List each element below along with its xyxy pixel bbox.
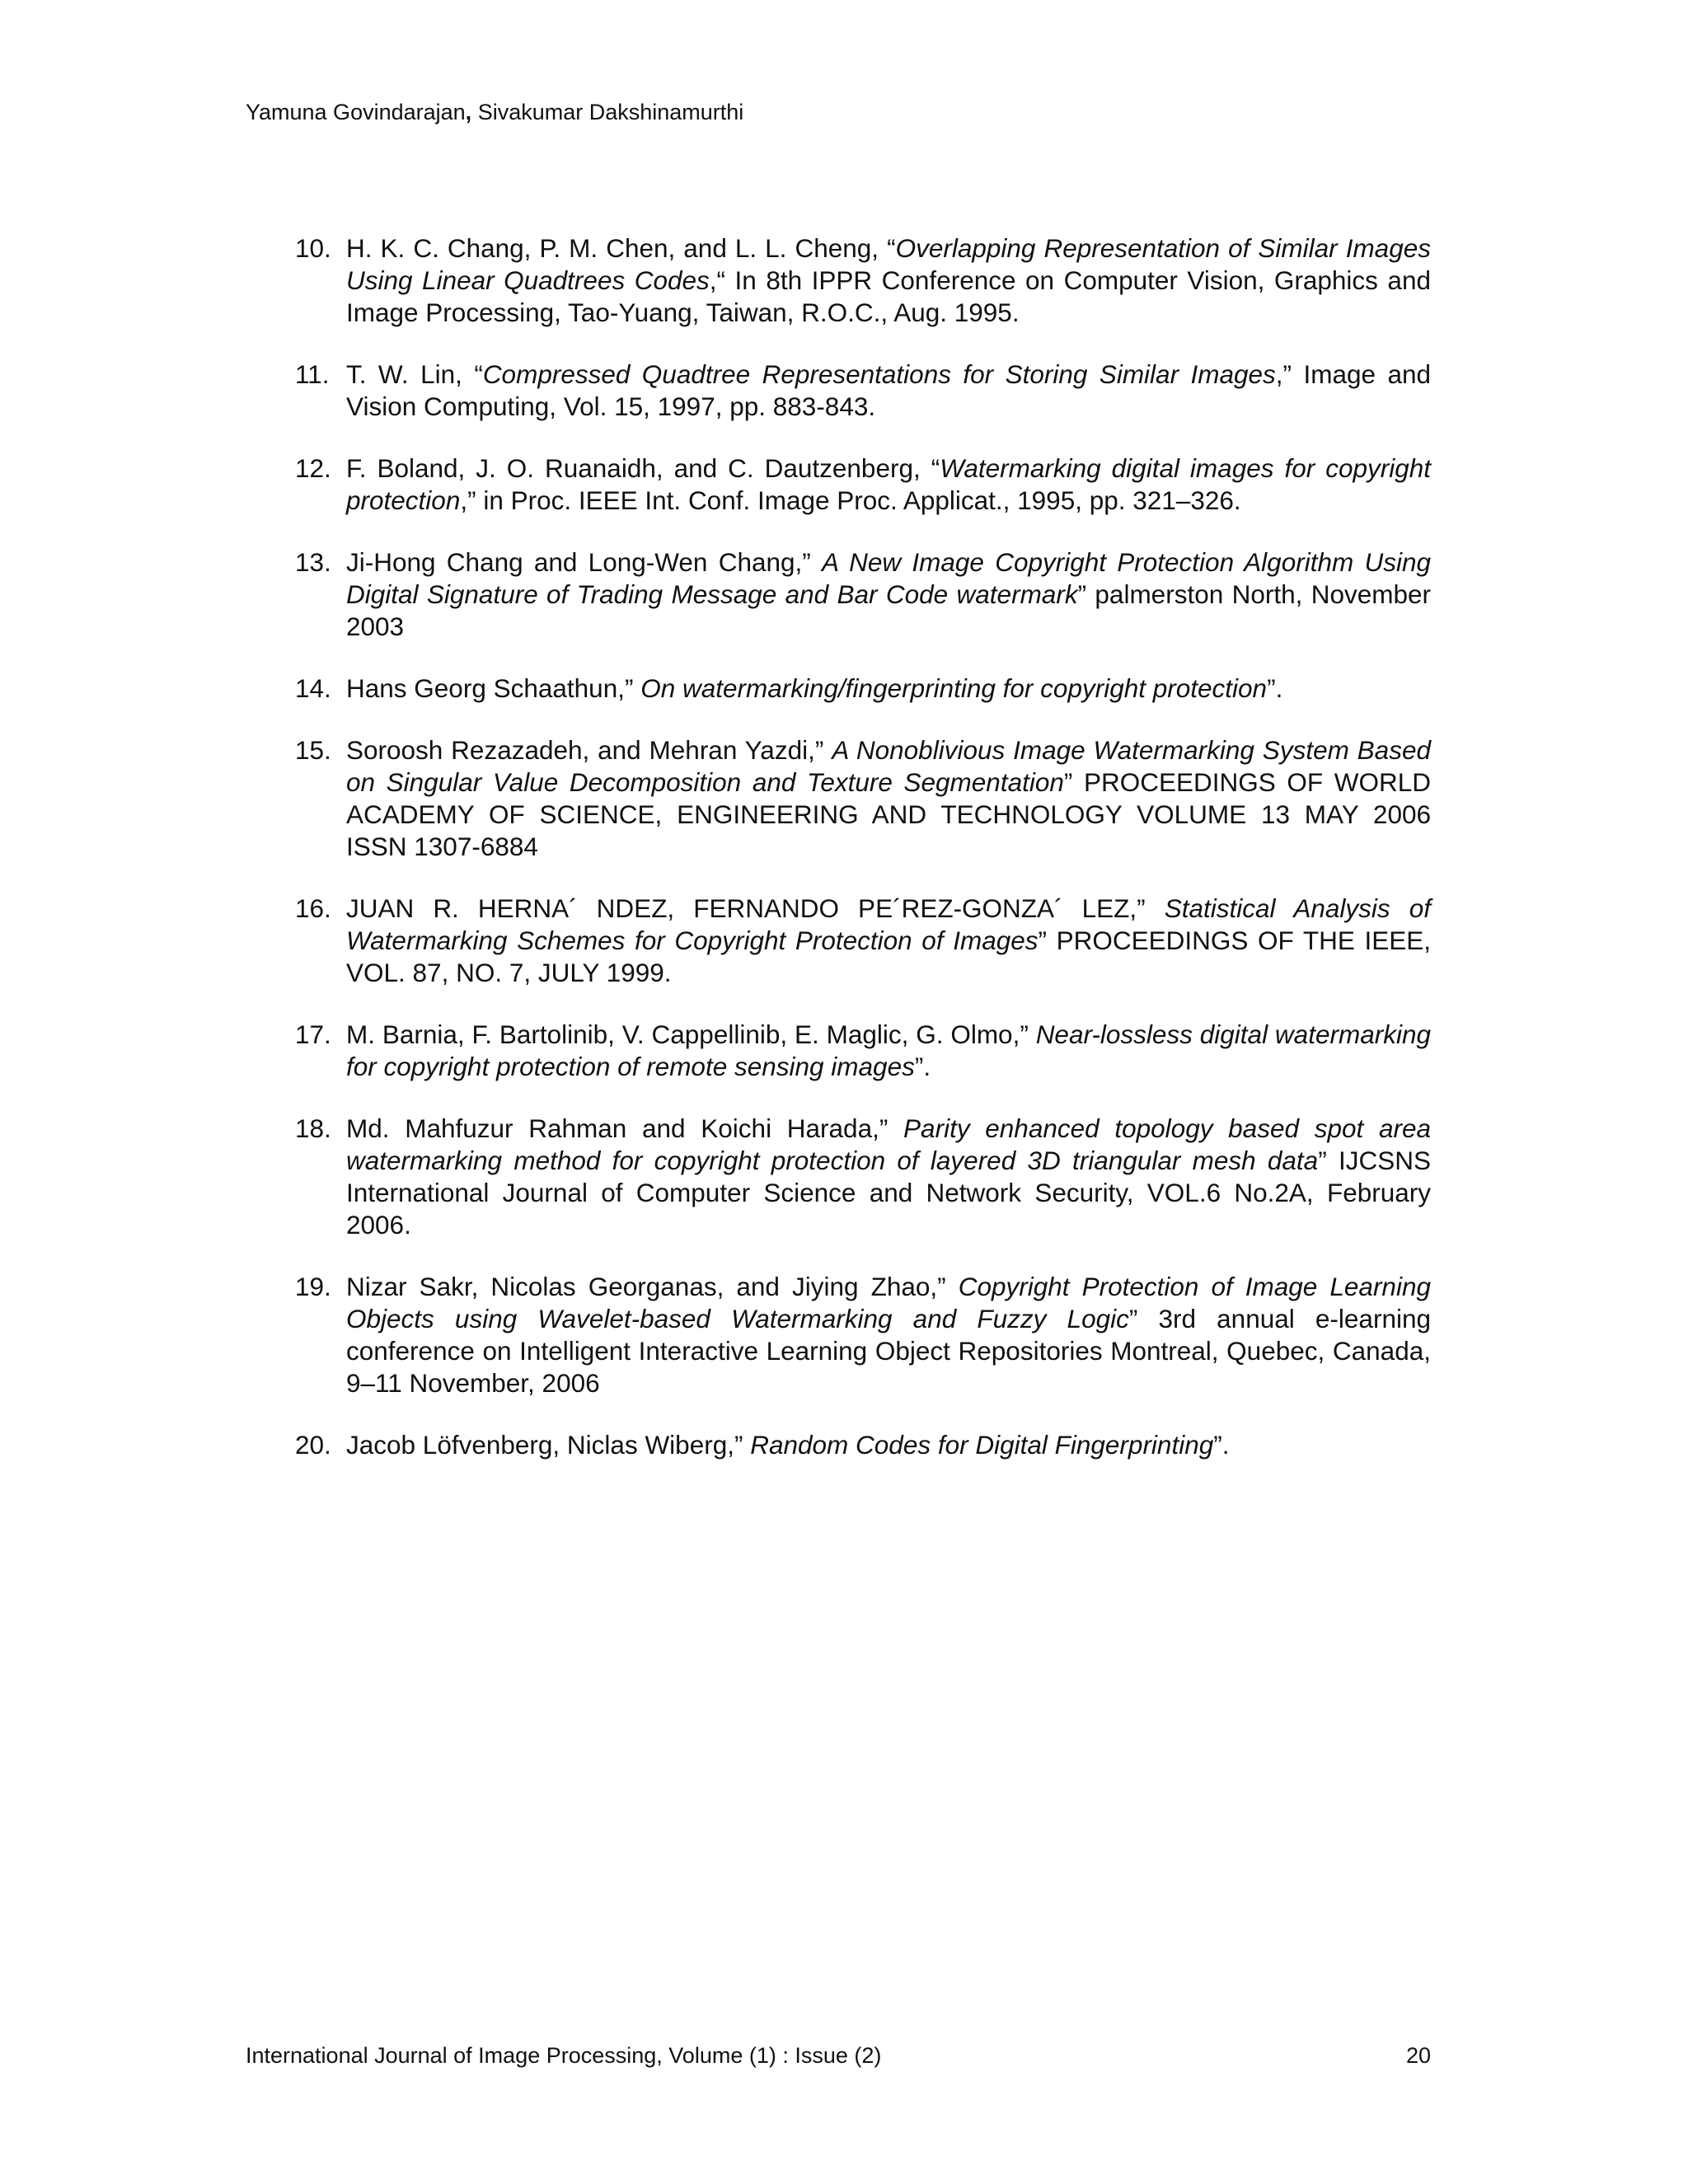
reference-details: ,” Image and Vision Computing, Vol. 15, 1997, pp. 883-843. [346,359,1431,421]
reference-authors: F. Boland, J. O. Ruanaidh, and C. Dautzenberg, “ [346,453,940,483]
reference-item [295,1113,1431,1241]
reference-number: 11. [295,359,330,389]
page-number: 20 [1405,2043,1431,2068]
reference-title: Parity enhanced topology based spot area watermarking method for copyright protection of layered 3D triangular mesh data [346,1113,1431,1175]
reference-item [295,232,1431,329]
reference-number: 10. [295,233,331,263]
reference-number: 18. [295,1113,331,1143]
reference-item [295,734,1431,863]
reference-authors: T. W. Lin, “ [346,359,483,389]
reference-item [295,1429,1431,1461]
reference-title: Near-lossless digital watermarking for copyright protection of remote sensing images [346,1019,1431,1081]
reference-details: ,“ In 8th IPPR Conference on Computer Vision, Graphics and Image Processing, Tao-Yuang, Taiwan, R.O.C., Aug. 1995. [346,265,1431,327]
footer-journal-name: International Journal of Image Processing, Volume (1) : Issue (2) [246,2043,882,2068]
reference-number: 14. [295,673,331,703]
running-head [246,97,743,127]
reference-title: On watermarking/fingerprinting for copyright protection [640,673,1268,703]
reference-details: ” PROCEEDINGS OF THE IEEE, VOL. 87, NO. 7, JULY 1999. [346,926,1432,987]
reference-item [295,1019,1431,1083]
reference-details: ”. [1267,673,1283,703]
reference-authors: Nizar Sakr, Nicolas Georganas, and Jiying Zhao,” [346,1272,959,1301]
reference-title: Random Codes for Digital Fingerprinting [750,1430,1214,1460]
header-author-2: Sivakumar Dakshinamurthi [471,100,744,124]
reference-details: ” 3rd annual e-learning conference on Intelligent Interactive Learning Object Repositories Montreal, Quebec, Canada, 9–11 November, 2006 [346,1304,1431,1398]
reference-authors: Ji-Hong Chang and Long-Wen Chang,” [346,547,823,577]
reference-title: Watermarking digital images for copyright protection [346,453,1432,515]
reference-details: ” palmerston North, November 2003 [346,579,1431,641]
reference-authors: Md. Mahfuzur Rahman and Koichi Harada,” [346,1113,904,1143]
reference-title: Overlapping Representation of Similar Images Using Linear Quadtrees Codes [346,233,1431,295]
reference-authors: H. K. C. Chang, P. M. Chen, and L. L. Cheng, “ [346,233,896,263]
reference-title: A New Image Copyright Protection Algorithm Using Digital Signature of Trading Message and Bar Code watermark [346,547,1432,609]
reference-number: 19. [295,1272,331,1301]
reference-authors: Soroosh Rezazadeh, and Mehran Yazdi,” [346,735,832,765]
reference-details: ,” in Proc. IEEE Int. Conf. Image Proc. Applicat., 1995, pp. 321–326. [460,485,1241,515]
reference-number: 17. [295,1019,331,1049]
reference-details: ” IJCSNS International Journal of Computer Science and Network Security, VOL.6 No.2A, February 2006. [346,1146,1431,1240]
header-author-1: Yamuna Govindarajan [246,100,466,124]
reference-number: 12. [295,453,331,483]
reference-number: 15. [295,735,331,765]
reference-details: ”. [1213,1430,1230,1460]
reference-number: 16. [295,893,331,923]
reference-authors: Hans Georg Schaathun,” [346,673,641,703]
reference-title: A Nonoblivious Image Watermarking System Based on Singular Value Decomposition and Texture Segmentation [346,735,1431,797]
reference-details: ”. [914,1052,931,1081]
header-separator: , [465,100,472,124]
reference-title: Statistical Analysis of Watermarking Schemes for Copyright Protection of Images [346,893,1431,955]
reference-item [295,546,1431,643]
reference-list [295,232,1431,1491]
reference-item [295,673,1431,705]
reference-title: Compressed Quadtree Representations for Storing Similar Images [482,359,1276,389]
reference-authors: JUAN R. HERNA´ NDEZ, FERNANDO PE´REZ-GONZA´ LEZ,” [346,893,1165,923]
reference-number: 13. [295,547,331,577]
reference-item [295,1271,1431,1399]
reference-item [295,893,1431,989]
reference-title: Copyright Protection of Image Learning Objects using Wavelet-based Watermarking and Fuzzy Logic [346,1272,1431,1333]
reference-item [295,452,1431,517]
reference-authors: Jacob Löfvenberg, Niclas Wiberg,” [346,1430,751,1460]
reference-number: 20. [295,1430,331,1460]
reference-authors: M. Barnia, F. Bartolinib, V. Cappellinib, E. Maglic, G. Olmo,” [346,1019,1036,1049]
reference-item [295,359,1431,423]
reference-details: ” PROCEEDINGS OF WORLD ACADEMY OF SCIENCE, ENGINEERING AND TECHNOLOGY VOLUME 13 MAY 2006 ISSN 1307-6884 [346,767,1432,861]
